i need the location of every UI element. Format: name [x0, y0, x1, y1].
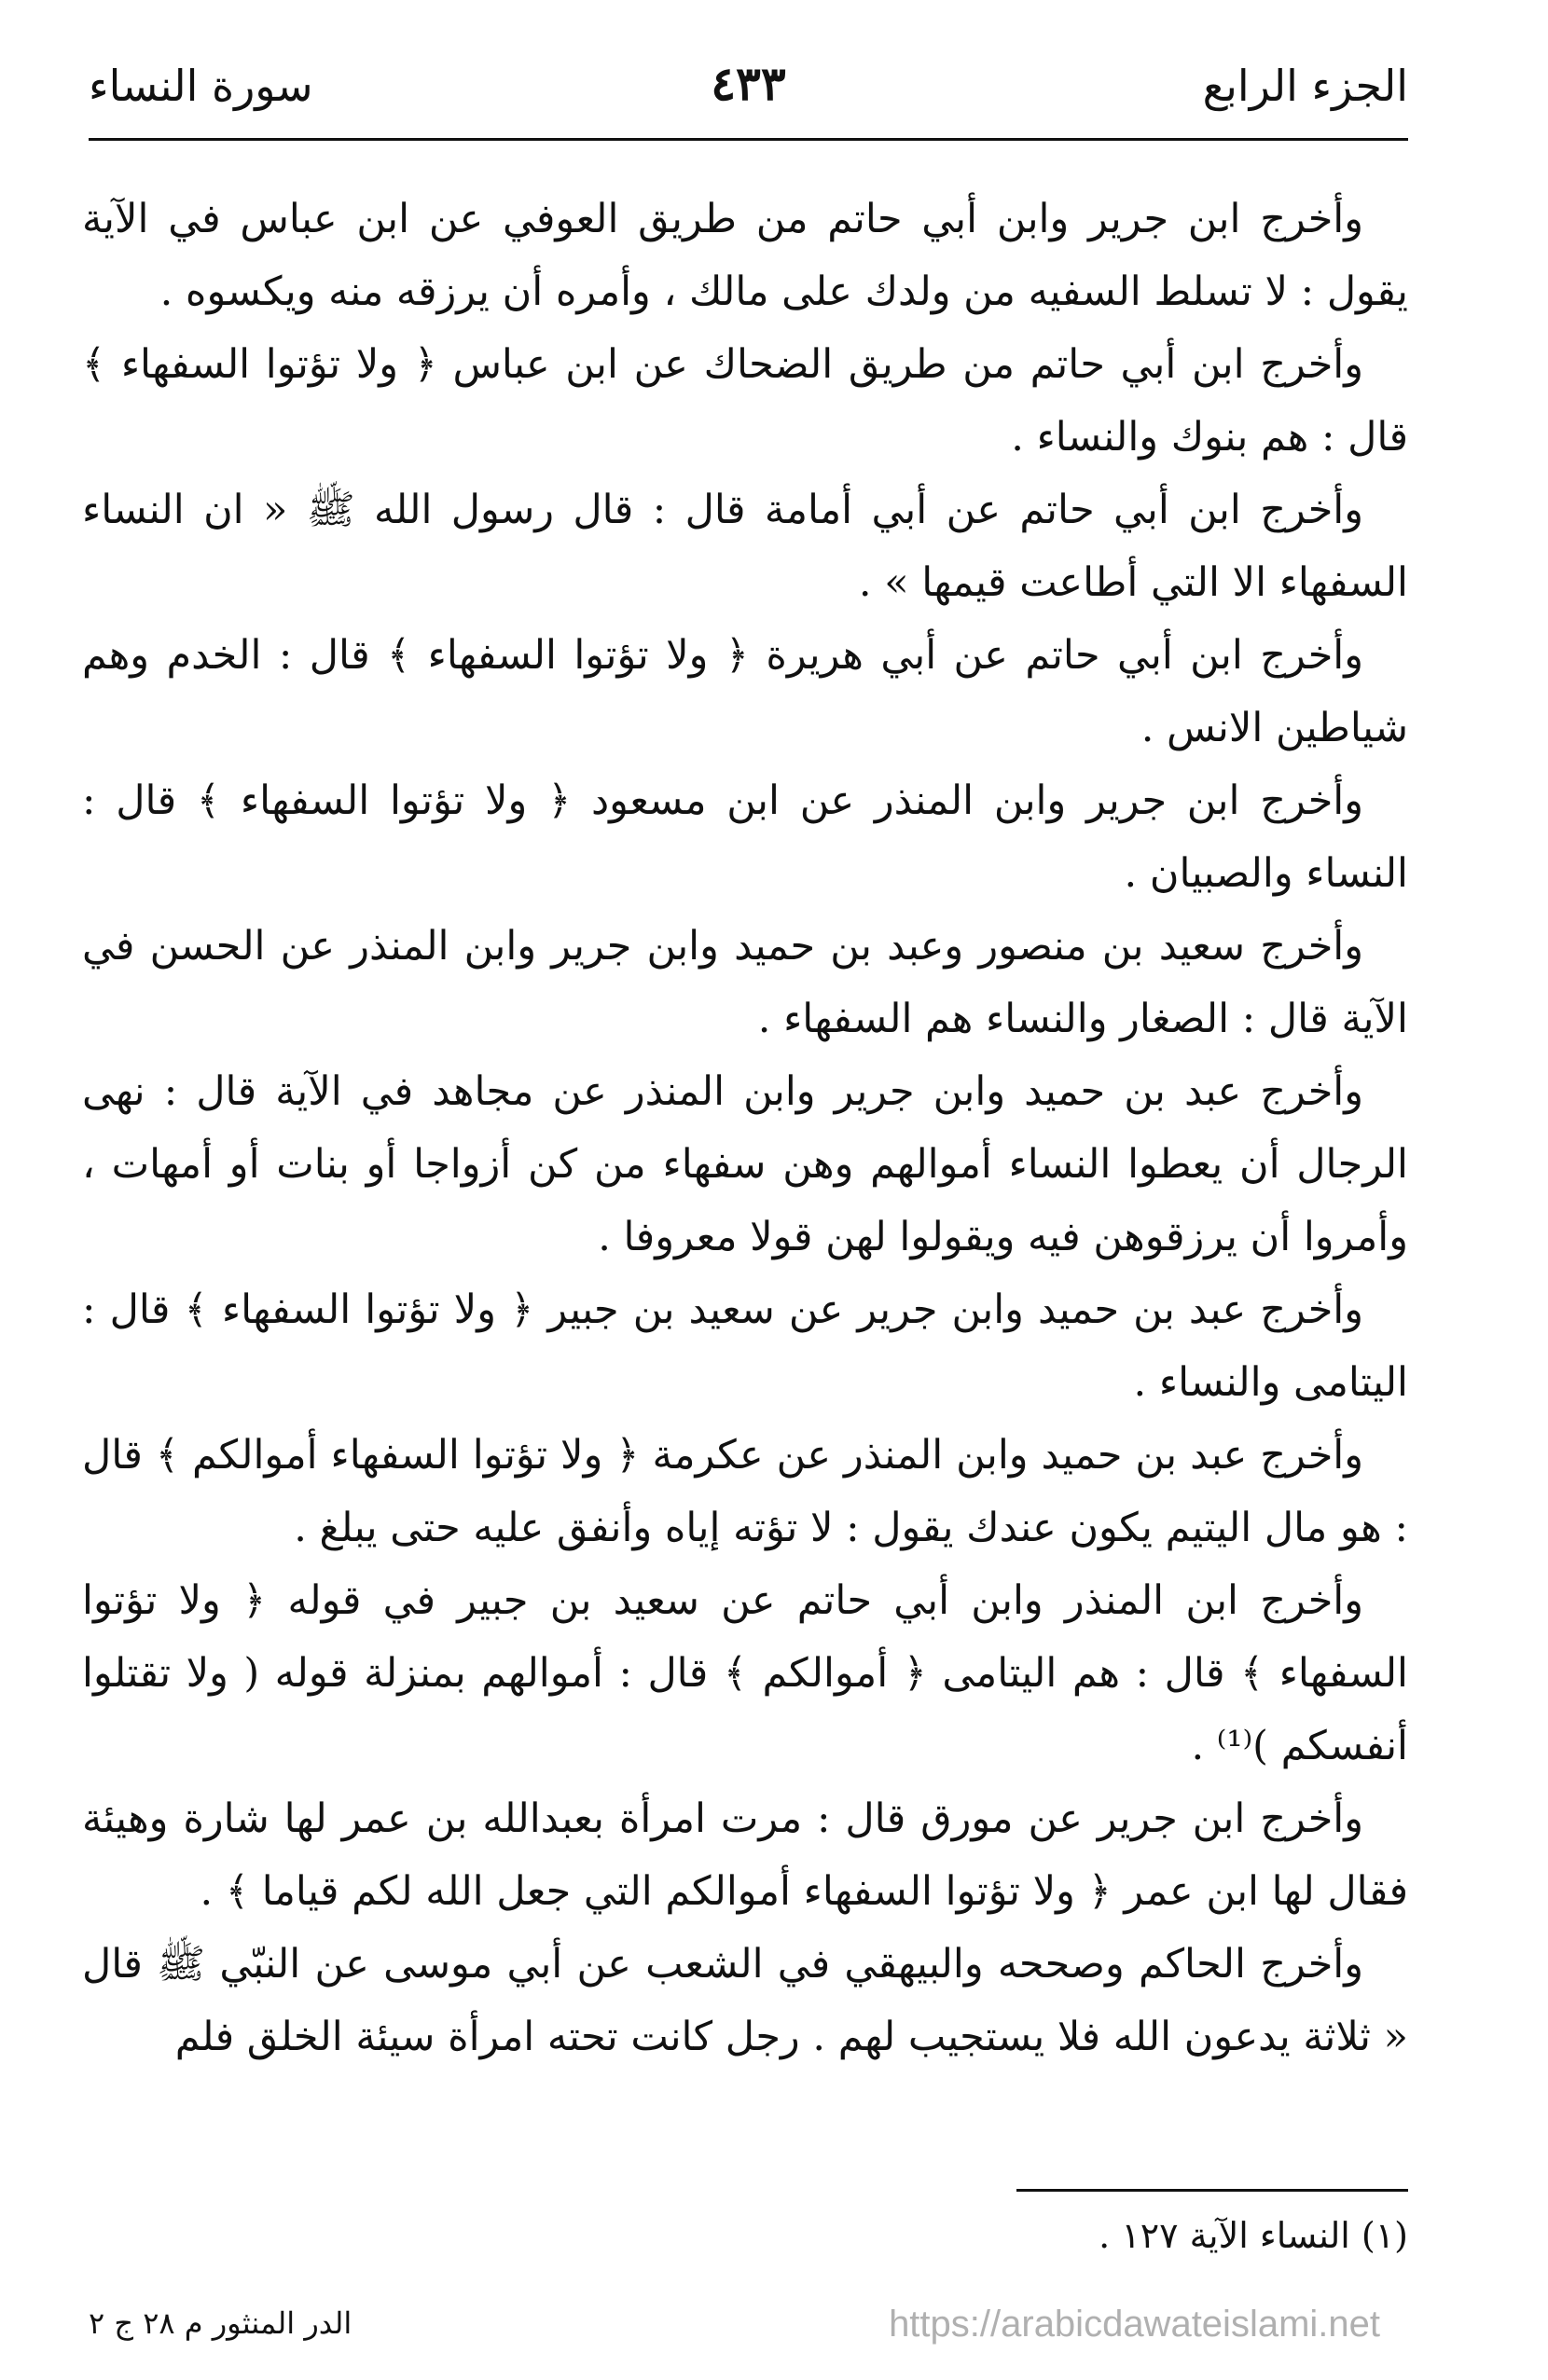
paragraph: وأخرج سعيد بن منصور وعبد بن حميد وابن جرير وابن المنذر عن الحسن في الآية قال : الصغار والنساء هم السفهاء .: [82, 923, 1408, 1042]
paragraph: وأخرج ابن جرير وابن أبي حاتم من طريق العوفي عن ابن عباس في الآية يقول : لا تسلط السفيه من ولدك على مالك ، وأمره أن يرزقه منه ويكسوه .: [82, 196, 1408, 315]
printer-signature: الدر المنثور م ٢٨ ج ٢: [89, 2305, 352, 2341]
header-divider: [89, 138, 1408, 141]
paragraph: وأخرج ابن أبي حاتم عن أبي هريرة ﴿ ولا تؤتوا السفهاء ﴾ قال : الخدم وهم شياطين الانس .: [82, 632, 1408, 751]
paragraph: وأخرج عبد بن حميد وابن جرير عن سعيد بن جبير ﴿ ولا تؤتوا السفهاء ﴾ قال : اليتامى والنساء .: [82, 1286, 1408, 1406]
paragraph: وأخرج ابن جرير عن مورق قال : مرت امرأة بعبدالله بن عمر لها شارة وهيئة فقال لها ابن عمر ﴿ ولا تؤتوا السفهاء أموالكم التي جعل الله لكم قياما ﴾ .: [82, 1795, 1408, 1915]
footnote-divider: [1016, 2189, 1408, 2192]
footnote: (١) النساء الآية ١٢٧ .: [1099, 2215, 1408, 2256]
paragraph: وأخرج عبد بن حميد وابن المنذر عن عكرمة ﴿ ولا تؤتوا السفهاء أموالكم ﴾ قال : هو مال اليتيم يكون عندك يقول : لا تؤته إياه وأنفق عليه حتى يبلغ .: [82, 1432, 1408, 1551]
paragraph: وأخرج ابن جرير وابن المنذر عن ابن مسعود ﴿ ولا تؤتوا السفهاء ﴾ قال : النساء والصبيان .: [82, 777, 1408, 897]
paragraph: وأخرج ابن أبي حاتم من طريق الضحاك عن ابن عباس ﴿ ولا تؤتوا السفهاء ﴾ قال : هم بنوك والنساء .: [82, 341, 1408, 461]
paragraph: وأخرج ابن المنذر وابن أبي حاتم عن سعيد بن جبير في قوله ﴿ ولا تؤتوا السفهاء ﴾ قال : هم اليتامى ﴿ أموالكم ﴾ قال : أموالهم بمنزلة قوله ( ولا تقتلوا أنفسكم )⁽¹⁾ .: [82, 1577, 1408, 1769]
surah-title: سورة النساء: [89, 61, 313, 111]
part-title: الجزء الرابع: [1202, 61, 1408, 111]
page-header: [89, 47, 1408, 135]
paragraph: وأخرج الحاكم وصححه والبيهقي في الشعب عن أبي موسى عن النبّي ﷺ قال « ثلاثة يدعون الله فلا يستجيب لهم . رجل كانت تحته امرأة سيئة الخلق فلم: [82, 1941, 1408, 2060]
paragraph: وأخرج عبد بن حميد وابن جرير وابن المنذر عن مجاهد في الآية قال : نهى الرجال أن يعطوا النساء أموالهم وهن سفهاء من كن أزواجا أو بنات أو أمهات ، وأمروا أن يرزقوهن فيه ويقولوا لهن قولا معروفا .: [82, 1068, 1408, 1260]
page-number: ٤٣٣: [711, 56, 786, 111]
watermark-url: https://arabicdawateislami.net: [889, 2304, 1380, 2345]
main-text: [82, 183, 1408, 2073]
paragraph: وأخرج ابن أبي حاتم عن أبي أمامة قال : قال رسول الله ﷺ « ان النساء السفهاء الا التي أطاعت قيمها » .: [82, 487, 1408, 606]
